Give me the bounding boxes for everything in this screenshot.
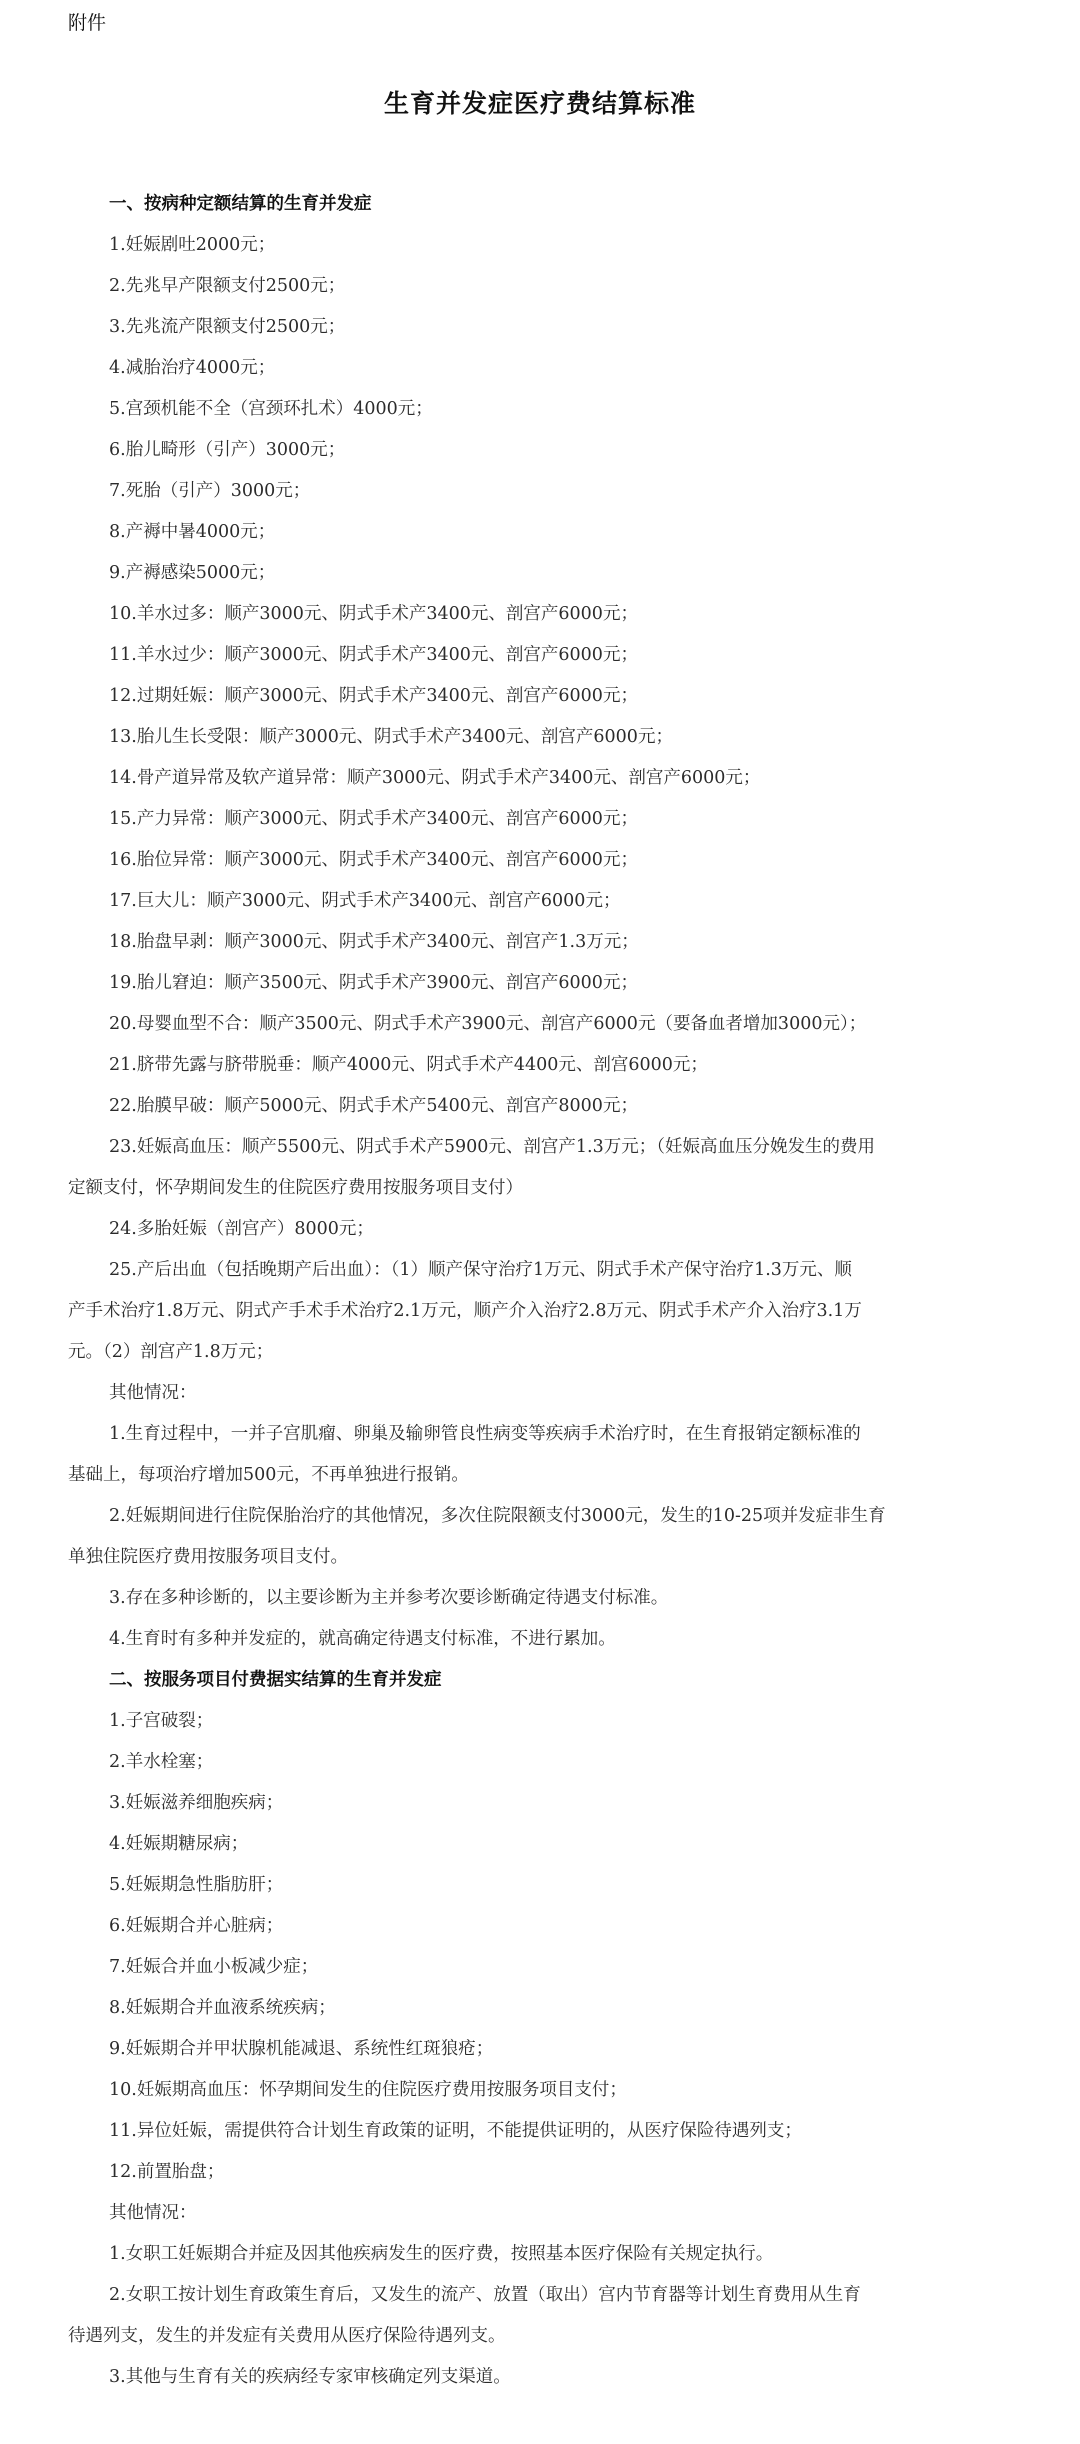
s2-other-2-line-2: 待遇列支，发生的并发症有关费用从医疗保险待遇列支。: [68, 2326, 506, 2346]
other-2-line-1: 2.妊娠期间进行住院保胎治疗的其他情况，多次住院限额支付3000元，发生的10-25项并发症非生育: [109, 1506, 886, 1526]
list-item-24: 24.多胎妊娠（剖宫产）8000元；: [109, 1219, 374, 1239]
list-item: 20.母婴血型不合：顺产3500元、阴式手术产3900元、剖宫产6000元（要备血者增加3000元）；: [109, 1014, 867, 1034]
list-item: 7.死胎（引产）3000元；: [109, 481, 311, 501]
list-item: 1.妊娠剧吐2000元；: [109, 235, 276, 255]
other-heading-2: 其他情况：: [109, 2203, 197, 2223]
list-item-25-line-3: 元。（2）剖宫产1.8万元；: [68, 1342, 274, 1362]
list-item: 5.宫颈机能不全（宫颈环扎术）4000元；: [109, 399, 433, 419]
list-item: 3.妊娠滋养细胞疾病；: [109, 1793, 284, 1813]
list-item: 10.羊水过多：顺产3000元、阴式手术产3400元、剖宫产6000元；: [109, 604, 638, 624]
list-item: 22.胎膜早破：顺产5000元、阴式手术产5400元、剖宫产8000元；: [109, 1096, 638, 1116]
list-item: 4.减胎治疗4000元；: [109, 358, 276, 378]
attachment-label: 附件: [68, 12, 107, 34]
list-item-23-line-2: 定额支付，怀孕期间发生的住院医疗费用按服务项目支付）: [68, 1178, 523, 1198]
list-item-25-line-1: 25.产后出血（包括晚期产后出血）：（1）顺产保守治疗1万元、阴式手术产保守治疗1.3万元、顺: [109, 1260, 852, 1280]
other-1-line-2: 基础上，每项治疗增加500元，不再单独进行报销。: [68, 1465, 469, 1485]
list-item-25-line-2: 产手术治疗1.8万元、阴式产手术手术治疗2.1万元，顺产介入治疗2.8万元、阴式手术产介入治疗3.1万: [68, 1301, 862, 1321]
list-item: 10.妊娠期高血压：怀孕期间发生的住院医疗费用按服务项目支付；: [109, 2080, 627, 2100]
list-item: 13.胎儿生长受限：顺产3000元、阴式手术产3400元、剖宫产6000元；: [109, 727, 673, 747]
section-2-heading: 二、按服务项目付费据实结算的生育并发症: [109, 1670, 442, 1690]
list-item: 11.羊水过少：顺产3000元、阴式手术产3400元、剖宫产6000元；: [109, 645, 638, 665]
other-3: 3.存在多种诊断的，以主要诊断为主并参考次要诊断确定待遇支付标准。: [109, 1588, 669, 1608]
list-item: 8.妊娠期合并血液系统疾病；: [109, 1998, 336, 2018]
list-item-23-line-1: 23.妊娠高血压：顺产5500元、阴式手术产5900元、剖宫产1.3万元；（妊娠高血压分娩发生的费用: [109, 1137, 875, 1157]
s2-other-1: 1.女职工妊娠期合并症及因其他疾病发生的医疗费，按照基本医疗保险有关规定执行。: [109, 2244, 774, 2264]
list-item: 6.胎儿畸形（引产）3000元；: [109, 440, 346, 460]
list-item: 3.先兆流产限额支付2500元；: [109, 317, 346, 337]
list-item: 6.妊娠期合并心脏病；: [109, 1916, 284, 1936]
other-2-line-2: 单独住院医疗费用按服务项目支付。: [68, 1547, 348, 1567]
page-title: 生育并发症医疗费结算标准: [383, 89, 696, 118]
list-item: 2.羊水栓塞；: [109, 1752, 214, 1772]
list-item: 11.异位妊娠，需提供符合计划生育政策的证明，不能提供证明的，从医疗保险待遇列支；: [109, 2121, 802, 2141]
section-1-heading: 一、按病种定额结算的生育并发症: [109, 194, 372, 214]
s2-other-3: 3.其他与生育有关的疾病经专家审核确定列支渠道。: [109, 2367, 511, 2387]
list-item: 12.过期妊娠：顺产3000元、阴式手术产3400元、剖宫产6000元；: [109, 686, 638, 706]
list-item: 16.胎位异常：顺产3000元、阴式手术产3400元、剖宫产6000元；: [109, 850, 638, 870]
list-item: 2.先兆早产限额支付2500元；: [109, 276, 346, 296]
other-heading-1: 其他情况：: [109, 1383, 197, 1403]
list-item: 9.妊娠期合并甲状腺机能减退、系统性红斑狼疮；: [109, 2039, 494, 2059]
list-item: 17.巨大儿：顺产3000元、阴式手术产3400元、剖宫产6000元；: [109, 891, 621, 911]
list-item: 7.妊娠合并血小板减少症；: [109, 1957, 319, 1977]
list-item: 14.骨产道异常及软产道异常：顺产3000元、阴式手术产3400元、剖宫产6000元；: [109, 768, 761, 788]
list-item: 19.胎儿窘迫：顺产3500元、阴式手术产3900元、剖宫产6000元；: [109, 973, 638, 993]
other-1-line-1: 1.生育过程中，一并子宫肌瘤、卵巢及输卵管良性病变等疾病手术治疗时，在生育报销定额标准的: [109, 1424, 861, 1444]
list-item: 15.产力异常：顺产3000元、阴式手术产3400元、剖宫产6000元；: [109, 809, 638, 829]
list-item: 4.妊娠期糖尿病；: [109, 1834, 249, 1854]
list-item: 8.产褥中暑4000元；: [109, 522, 276, 542]
list-item: 1.子宫破裂；: [109, 1711, 214, 1731]
list-item: 21.脐带先露与脐带脱垂：顺产4000元、阴式手术产4400元、剖宫6000元；: [109, 1055, 708, 1075]
list-item: 5.妊娠期急性脂肪肝；: [109, 1875, 284, 1895]
list-item: 12.前置胎盘；: [109, 2162, 225, 2182]
list-item: 18.胎盘早剥：顺产3000元、阴式手术产3400元、剖宫产1.3万元；: [109, 932, 639, 952]
other-4: 4.生育时有多种并发症的，就高确定待遇支付标准，不进行累加。: [109, 1629, 616, 1649]
list-item: 9.产褥感染5000元；: [109, 563, 276, 583]
s2-other-2-line-1: 2.女职工按计划生育政策生育后，又发生的流产、放置（取出）宫内节育器等计划生育费用从生育: [109, 2285, 861, 2305]
